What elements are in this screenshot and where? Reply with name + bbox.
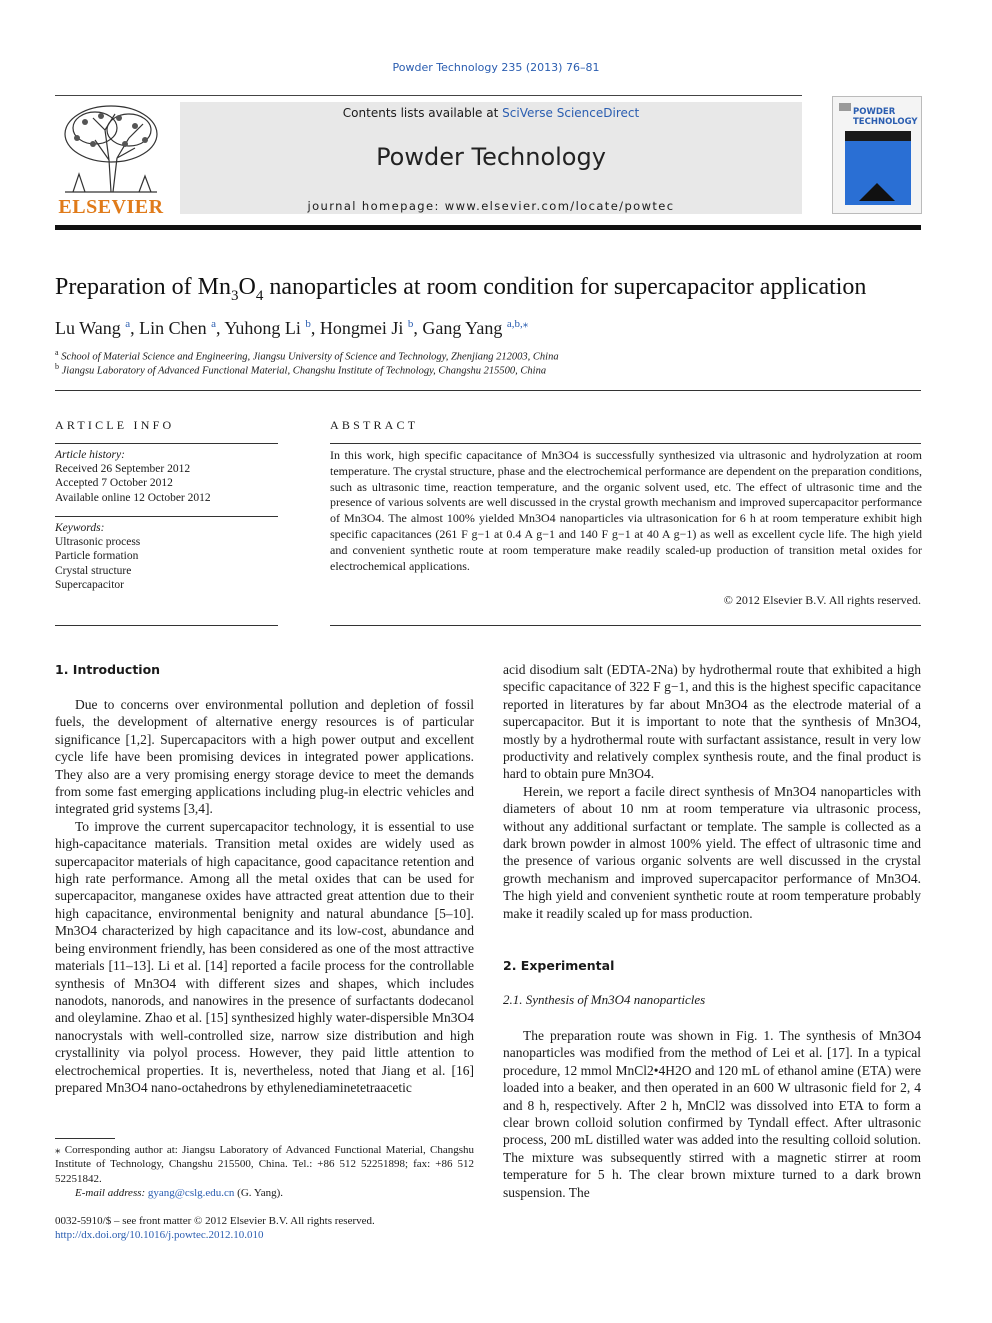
abstract-text: In this work, high specific capacitance of Mn3O4 is successfully synthesized via ultrasonic and hydrolyzation at room temperature. The crystal structure, phase and the electrochemical performance are dependent on the preparation conditions, such as ultrasonic time, reaction temperature, and the organic solvent used, etc. The effect of ultrasonic time and the presence of various solvents are well discussed in the crystal growth mechanism and improved supercapacitor performance of Mn3O4. The almost 100% yielded Mn3O4 nanoparticles via ultrasonication for 6 h at room temperature exhibit high specific capacitances (261 F g−1 at 0.4 A g−1 and 140 F g−1 at 40 A g−1) as well as excellent cycle life. The high yield and convenient synthetic route at room temperature make readily scaled-up production of transition metal oxides for electrochemical applications. — [330, 448, 922, 573]
online-date: Available online 12 October 2012 — [55, 491, 211, 504]
keywords-block — [55, 521, 278, 592]
sciencedirect-link[interactable]: SciVerse ScienceDirect — [502, 106, 640, 120]
info-rule — [55, 443, 278, 444]
article-info-heading: ARTICLE INFO — [55, 418, 175, 432]
affiliation-b: $^b$ Jiangsu Laboratory of Advanced Functional Material, Changshu Institute of Technology, Changshu 215500, China — [55, 362, 547, 377]
journal-title: Powder Technology — [376, 143, 606, 171]
author-affiliation-mark[interactable]: a — [211, 318, 216, 330]
title-divider — [55, 390, 921, 391]
contents-line: Contents lists available at SciVerse ScienceDirect — [342, 106, 640, 120]
header-bottom-rule — [55, 225, 921, 230]
author-affiliation-mark[interactable]: a,b,⁎ — [506, 318, 529, 330]
intro-paragraph-2: To improve the current supercapacitor technology, it is essential to use high-capacitance materials. Transition metal oxides are widely used as supercapacitor materials of high capacitance, good capacitance retention and high rate performance. Among all the metal oxides that can be used for supercapacitor, manganese oxides have attracted great attention due to their high capacitance, environmental benignity and natural abundance [5–10]. Mn3O4 characterized by high capacitance and its low-cost, abundance and being environment friendly, has been considered as one of the most attractive materials [11–13]. Li et al. [14] reported a facile process for the controllable synthesis of Mn3O4 with different sizes and shapes, which includes nanodots, nanorods, and nanowires in the presence of surfactants dodecanol and oleylamine. Zhao et al. [15] synthesized highly water-dispersible Mn3O4 nanocrystals with well-controlled size, narrow size distribution and high crystallinity via polyol process. However, they paid little attention to electrochemical properties. It is, nevertheless, noted that Jiang et al. [16] prepared Mn3O4 nano-octahedrons by ethylenediaminetetraacetic — [55, 818, 474, 1095]
history-label: Article history: — [55, 449, 125, 461]
right-paragraph-2: Herein, we report a facile direct synthesis of Mn3O4 nanoparticles with diameters of about 10 nm at room temperature via ultrasonic process, without any additional surfactant or template. The sample is collected as a dark brown powder in almost 100% yield. The effect of ultrasonic time and the presence of various organic solvents are well discussed in the crystal growth mechanism and improved supercapacitor performance of Mn3O4. The high yield and convenient synthetic route at room temperature probably make it readily scaled up for mass production. — [503, 783, 921, 921]
keywords-rule — [55, 516, 278, 517]
cover-band — [845, 131, 911, 141]
cover-title: POWDER TECHNOLOGY — [853, 107, 918, 127]
abstract-bottom-rule — [330, 625, 921, 626]
experimental-column — [503, 1027, 921, 1201]
elsevier-wordmark: ELSEVIER — [58, 196, 164, 218]
journal-homepage[interactable]: journal homepage: www.elsevier.com/locate/powtec — [307, 199, 675, 213]
keyword: Supercapacitor — [55, 578, 124, 591]
received-date: Received 26 September 2012 — [55, 463, 191, 476]
author-affiliation-mark[interactable]: a — [125, 318, 131, 330]
journal-cover-thumbnail — [832, 96, 922, 214]
experimental-paragraph-1: The preparation route was shown in Fig. 1. The synthesis of Mn3O4 nanoparticles was modified from the method of Lei et al. [17]. In a typical procedure, 12 mmol MnCl2•4H2O and 120 mL of ethanol amine (ETA) were loaded into a beaker, and then operated in an 600 W ultrasonic field for 2, 4 and 8 h, respectively. After 2 h, MnCl2 was dissolved into ETA to form a clear brown colloid solution confirmed by Tyndall effect. After ultrasonic process, 200 mL distilled water was added into the resulting colloid solution. The mixture was subsequently stirred with a magnetic stirrer at room temperature for 5 h. The clear brown mixture turned to a dark brown suspension. The — [503, 1028, 921, 1200]
section-heading-experimental: 2. Experimental — [503, 958, 615, 973]
keyword: Ultrasonic process — [55, 536, 141, 549]
author-name: Lu Wang — [55, 318, 121, 338]
right-paragraph-1: acid disodium salt (EDTA-2Na) by hydrothermal route that exhibited a high specific capacitance of 322 F g−1, and this is the highest specific capacitance reported in literatures by far about Mn3O4 as the electrode material of a supercapacitor. But it is important to note that the synthesis of Mn3O4, mostly by a hydrothermal route with surfactant assistance, result in very low productivity and relatively complex synthesis route, and the final product is hard to obtain pure Mn3O4. — [503, 662, 921, 782]
info-bottom-rule — [55, 625, 278, 626]
header-top-rule — [55, 95, 802, 96]
front-matter: 0032-5910/$ – see front matter © 2012 Elsevier B.V. All rights reserved. — [55, 1215, 375, 1227]
right-column-top — [503, 661, 921, 922]
article-history — [55, 448, 278, 505]
author-name: Gang Yang — [422, 318, 503, 338]
author-list: Lu Wang $^a$, Lin Chen $^a$, Yuhong Li $^b$, Hongmei Ji $^b$, Gang Yang $^{a,b,⁎}$ — [55, 318, 529, 338]
accepted-date: Accepted 7 October 2012 — [55, 477, 173, 490]
article-title: Preparation of $Mn_3O_4$ nanoparticles at room condition for supercapacitor application — [55, 274, 867, 304]
footnote-rule — [55, 1138, 115, 1139]
copyright-notice: © 2012 Elsevier B.V. All rights reserved. — [723, 593, 921, 607]
doi-link[interactable]: http://dx.doi.org/10.1016/j.powtec.2012.10.010 — [55, 1229, 264, 1241]
author-name: Yuhong Li — [224, 318, 301, 338]
affiliation-a: $^a$ School of Material Science and Engineering, Jiangsu University of Science and Technology, Zhenjiang 212003, China — [55, 348, 559, 363]
email-link[interactable]: gyang@cslg.edu.cn — [147, 1187, 235, 1199]
keyword: Crystal structure — [55, 564, 132, 577]
subsection-heading-synthesis: 2.1. Synthesis of Mn3O4 nanoparticles — [503, 992, 706, 1007]
section-heading-introduction: 1. Introduction — [55, 662, 161, 677]
email-note: E-mail address: gyang@cslg.edu.cn (G. Yang). — [75, 1187, 284, 1199]
corresponding-author-note: ⁎ Corresponding author at: Jiangsu Laboratory of Advanced Functional Material, Changshu Institute of Technology, Changshu 215500, China. Tel.: +86 512 52251898; fax: +86 512 52251842. — [55, 1144, 474, 1185]
abstract-rule — [330, 443, 921, 444]
abstract-heading: ABSTRACT — [330, 418, 419, 432]
keywords-label: Keywords: — [55, 522, 105, 534]
author-name: Hongmei Ji — [319, 318, 404, 338]
author-affiliation-mark[interactable]: b — [407, 318, 414, 330]
intro-paragraph-1: Due to concerns over environmental pollution and depletion of fossil fuels, the development of alternative energy resources is of particular significance [1,2]. Supercapacitors with a high power output and excellent cycle life have been promising devices in integrated power applications. They also are a very promising energy storage device to meet the demands from some fast emerging applications including plug-in electric vehicles and integrated grid systems [3,4]. — [55, 697, 474, 817]
keyword: Particle formation — [55, 550, 139, 563]
cover-triangle-icon — [859, 183, 895, 201]
journal-citation[interactable]: Powder Technology 235 (2013) 76–81 — [392, 61, 600, 74]
intro-column — [55, 696, 474, 1096]
author-affiliation-mark[interactable]: b — [305, 318, 311, 330]
cover-publisher-mark — [839, 103, 851, 111]
author-name: Lin Chen — [139, 318, 207, 338]
